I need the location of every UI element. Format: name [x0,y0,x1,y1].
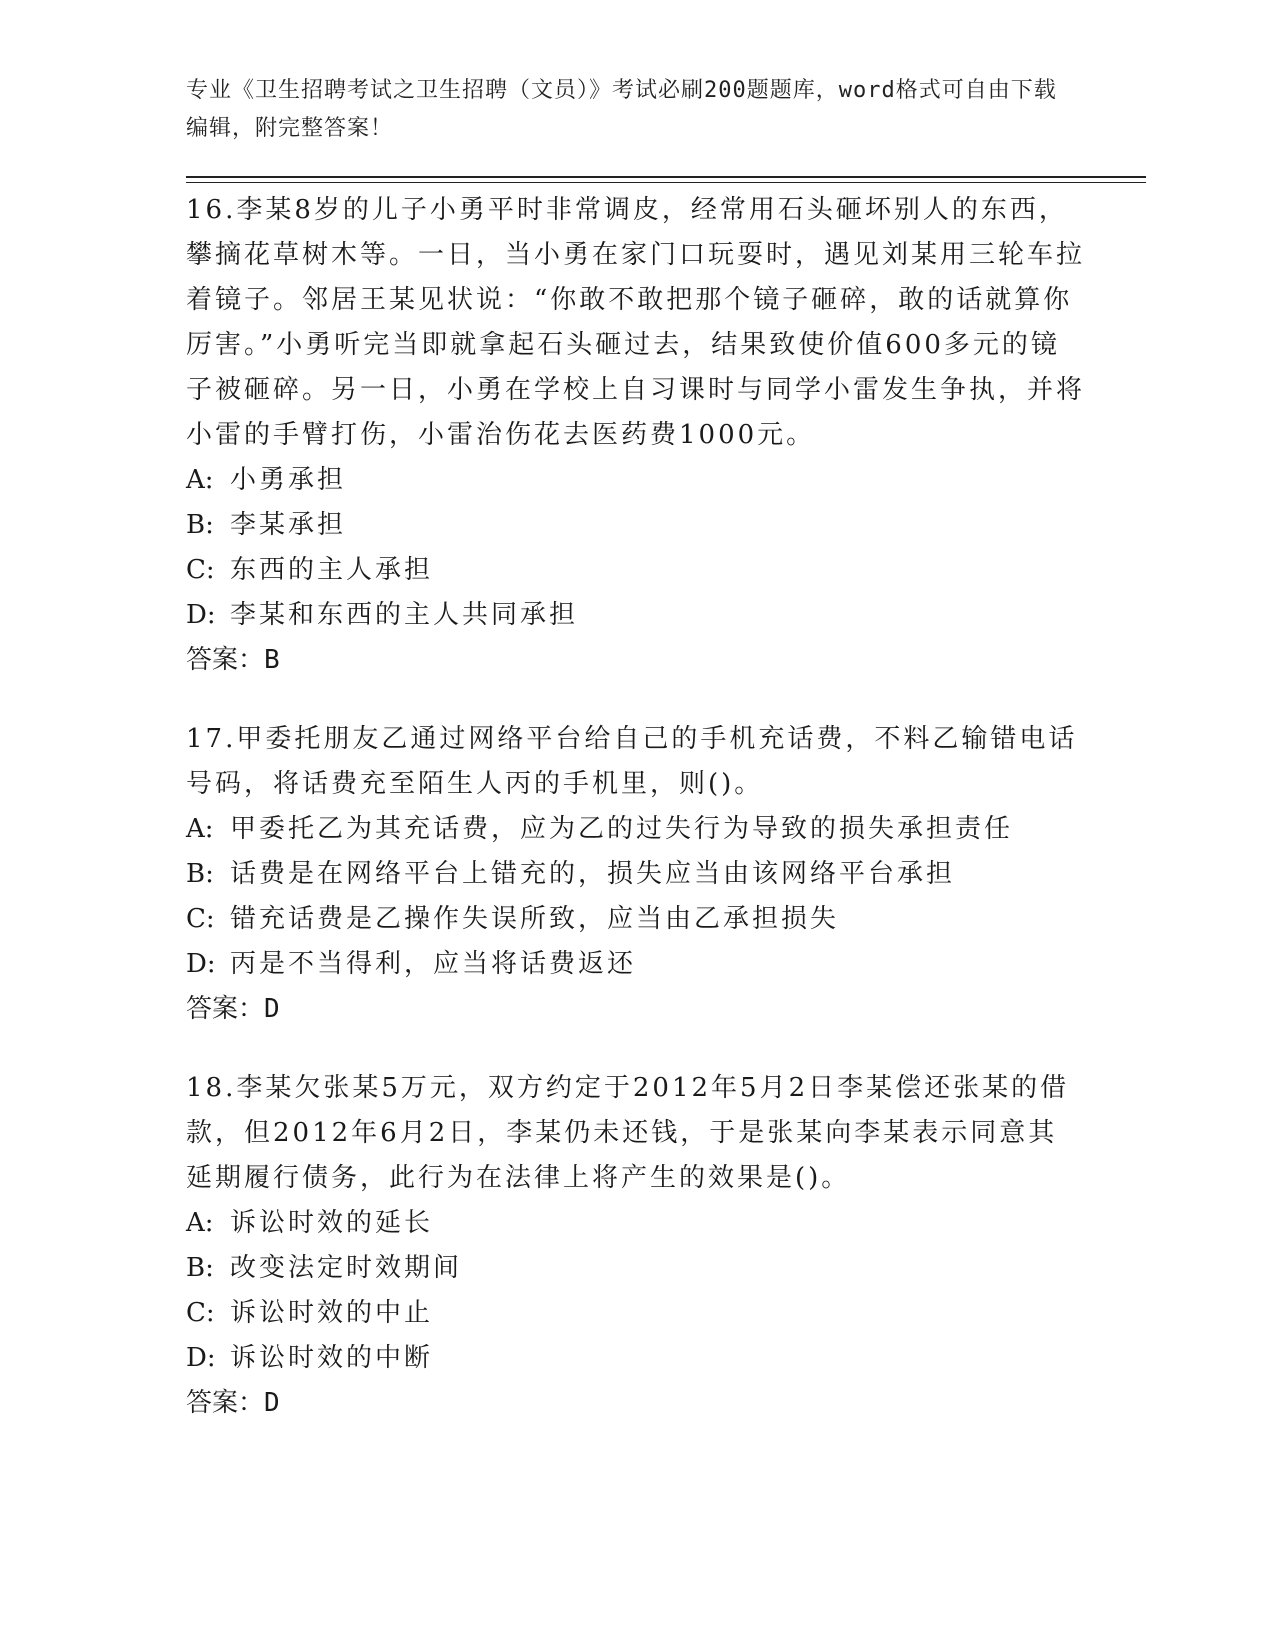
option-key: D: [186,1343,216,1373]
option-b [186,852,1086,897]
option-key: D: [186,949,216,979]
question-stem: 17.甲委托朋友乙通过网络平台给自己的手机充话费，不料乙输错电话号码，将话费充至陌生人丙的手机里，则()。 [186,724,1078,799]
option-text: 诉讼时效的中断 [230,1343,434,1373]
question-list [186,188,1086,1460]
option-a [186,807,1086,852]
option-key: B: [186,859,214,889]
option-key: B: [186,510,214,540]
header-rule-thin [186,182,1146,183]
option-key: A: [186,814,214,844]
option-text: 小勇承担 [230,465,347,495]
question-17 [186,717,1086,1032]
option-d [186,942,1086,987]
option-key: C: [186,904,215,934]
option-text: 甲委托乙为其充话费，应为乙的过失行为导致的损失承担责任 [230,814,1014,844]
question-18 [186,1066,1086,1426]
option-text: 改变法定时效期间 [230,1253,463,1283]
question-16 [186,188,1086,683]
answer-label: 答案：D [186,1388,280,1418]
option-key: A: [186,465,214,495]
question-stem: 16.李某8岁的儿子小勇平时非常调皮，经常用石头砸坏别人的东西，攀摘花草树木等。一日，当小勇在家门口玩耍时，遇见刘某用三轮车拉着镜子。邻居王某见状说：“你敢不敢把那个镜子砸碎，敢的话就算你厉害。”小勇听完当即就拿起石头砸过去，结果致使价值600多元的镜子被砸碎。另一日，小勇在学校上自习课时与同学小雷发生争执，并将小雷的手臂打伤，小雷治伤花去医药费1000元。 [186,195,1086,450]
option-key: A: [186,1208,214,1238]
answer-label: 答案：D [186,994,280,1024]
option-key: B: [186,1253,214,1283]
option-text: 李某和东西的主人共同承担 [230,600,579,630]
question-stem: 18.李某欠张某5万元，双方约定于2012年5月2日李某偿还张某的借款，但2012年6月2日，李某仍未还钱，于是张某向李某表示同意其延期履行债务，此行为在法律上将产生的效果是()。 [186,1073,1070,1193]
option-key: C: [186,555,215,585]
option-a [186,458,1086,503]
option-text: 话费是在网络平台上错充的，损失应当由该网络平台承担 [230,859,956,889]
option-text: 诉讼时效的延长 [230,1208,434,1238]
option-text: 错充话费是乙操作失误所致，应当由乙承担损失 [230,904,840,934]
answer-label: 答案：B [186,645,280,675]
option-d [186,1336,1086,1381]
option-b [186,503,1086,548]
option-c [186,1291,1086,1336]
option-text: 诉讼时效的中止 [230,1298,434,1328]
document-header: 专业《卫生招聘考试之卫生招聘（文员）》考试必刷200题题库，word格式可自由下载编辑，附完整答案！ [186,78,1057,141]
option-d [186,593,1086,638]
option-key: D: [186,600,216,630]
option-text: 李某承担 [230,510,347,540]
option-a [186,1201,1086,1246]
option-text: 丙是不当得利，应当将话费返还 [230,949,637,979]
header-rule-thick [186,176,1146,178]
option-text: 东西的主人承担 [230,555,434,585]
option-key: C: [186,1298,215,1328]
option-c [186,897,1086,942]
option-b [186,1246,1086,1291]
option-c [186,548,1086,593]
